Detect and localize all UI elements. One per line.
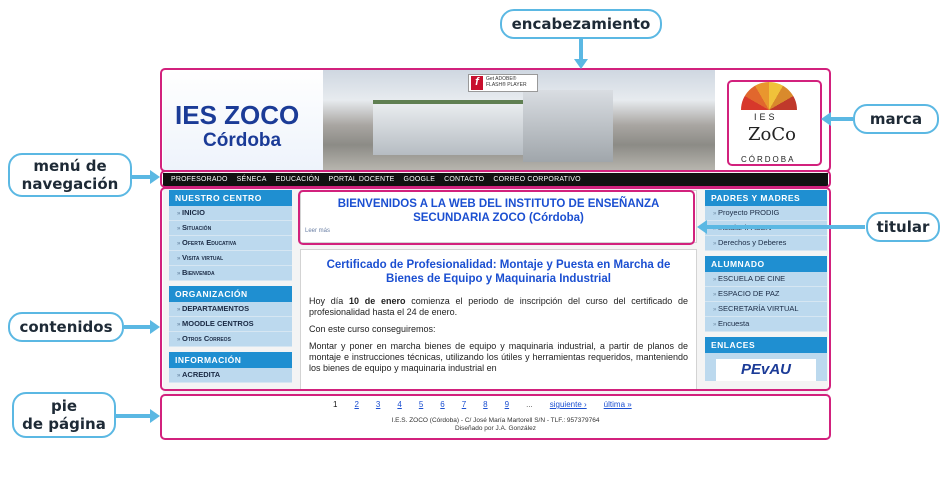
label-contenidos: contenidos bbox=[8, 312, 124, 342]
pevau-link[interactable]: PEvAU bbox=[716, 359, 816, 381]
headline-text: BIENVENIDOS A LA WEB DEL INSTITUTO DE ENSEÑANZA SECUNDARIA ZOCO (Córdoba) bbox=[337, 198, 660, 224]
nav-item-seneca[interactable]: SÉNECA bbox=[236, 176, 267, 183]
site-subtitle: Córdoba bbox=[203, 130, 282, 151]
page-link[interactable]: 6 bbox=[440, 400, 445, 409]
footer-highlight bbox=[160, 394, 831, 440]
page-link[interactable]: 7 bbox=[461, 400, 467, 409]
section-heading: INFORMACIÓN bbox=[169, 352, 292, 368]
sidebar-item-moodle-centros[interactable]: » MOODLE CENTROS bbox=[169, 317, 292, 332]
sidebar-item-escuela-de-cine[interactable]: » ESCUELA DE CINE bbox=[705, 272, 827, 287]
page-link[interactable]: última » bbox=[603, 400, 632, 409]
logo-ies-text: IES bbox=[754, 112, 778, 122]
sidebar-item-otros-correos[interactable]: » Otros Correos bbox=[169, 332, 292, 347]
arrow-encabezamiento bbox=[579, 39, 583, 61]
nav-highlight bbox=[160, 170, 831, 188]
logo-city-text: CÓRDOBA bbox=[741, 155, 796, 164]
page-link[interactable]: siguiente › bbox=[549, 400, 587, 409]
arrow-contenidos bbox=[124, 325, 152, 329]
label-pie-pagina: pie de página bbox=[12, 392, 116, 438]
page-link: 1 bbox=[333, 400, 338, 409]
page-link[interactable]: 4 bbox=[397, 400, 402, 409]
sidebar-item-inicio[interactable]: » INICIO bbox=[169, 206, 292, 221]
arrow-menu-navegacion bbox=[132, 175, 152, 179]
flash-player-banner[interactable]: f Get ADOBE® FLASH® PLAYER bbox=[468, 74, 538, 92]
label-menu-navegacion: menú de navegación bbox=[8, 153, 132, 197]
sidebar-item-acredita[interactable]: » ACREDITA bbox=[169, 368, 292, 383]
content-highlight bbox=[160, 187, 831, 391]
page-link[interactable]: 8 bbox=[483, 400, 488, 409]
sidebar-item-derechos-y-deberes[interactable]: » Derechos y Deberes bbox=[705, 236, 827, 251]
section-heading: ALUMNADO bbox=[705, 256, 827, 272]
sidebar-item-bienvenida[interactable]: » Bienvenida bbox=[169, 266, 292, 281]
footer-line-2: Diseñado por J.A. González bbox=[455, 425, 536, 432]
nav-item-contacto[interactable]: CONTACTO bbox=[444, 176, 485, 183]
sidebar-item-departamentos[interactable]: » DEPARTAMENTOS bbox=[169, 302, 292, 317]
section-heading: ORGANIZACIÓN bbox=[169, 286, 292, 302]
article-paragraph-3: Montar y poner en marcha bienes de equipo y maquinaria industrial, a partir de planos de montaje e instrucciones técnicas, utilizando los útiles y herramientas requeridos, manteniendo los bienes de equipo y maquinaria industrial en bbox=[309, 341, 688, 373]
sidebar-item-proyecto-prodig[interactable]: » Proyecto PRODIG bbox=[705, 206, 827, 221]
footer-line-1: I.E.S. ZOCO (Córdoba) - C/ José María Martorell S/N - TLF.: 957379764 bbox=[391, 417, 600, 424]
label-titular: titular bbox=[866, 212, 940, 242]
sidebar-item-visita-virtual[interactable]: » Visita virtual bbox=[169, 251, 292, 266]
label-marca: marca bbox=[853, 104, 939, 134]
article-title[interactable]: Certificado de Profesionalidad: Montaje y Puesta en Marcha de Bienes de Equipo y Maquinaria Industrial bbox=[326, 259, 671, 285]
nav-item-profesorado[interactable]: PROFESORADO bbox=[171, 176, 228, 183]
nav-item-correo-corporativo[interactable]: CORREO CORPORATIVO bbox=[493, 176, 581, 183]
read-more-link[interactable]: Leer más bbox=[305, 228, 331, 234]
sidebar-item-encuesta[interactable]: » Encuesta bbox=[705, 317, 827, 332]
article-paragraph-2: Con este curso conseguiremos: bbox=[309, 324, 436, 334]
nav-item-google[interactable]: GOOGLE bbox=[403, 176, 436, 183]
sidebar-item-oferta-educativa[interactable]: » Oferta Educativa bbox=[169, 236, 292, 251]
page-link[interactable]: 3 bbox=[375, 400, 381, 409]
site-title: IES ZOCO bbox=[175, 100, 300, 130]
page-link: ... bbox=[526, 400, 533, 409]
section-heading: ENLACES bbox=[705, 337, 827, 353]
arrow-titular bbox=[705, 225, 865, 229]
section-heading: NUESTRO CENTRO bbox=[169, 190, 292, 206]
sidebar-item-espacio-de-paz[interactable]: » ESPACIO DE PAZ bbox=[705, 287, 827, 302]
label-encabezamiento: encabezamiento bbox=[500, 9, 662, 39]
logo-zoco-text: ZoCo bbox=[748, 124, 796, 145]
brand-highlight bbox=[727, 80, 822, 166]
page-link[interactable]: 2 bbox=[354, 400, 359, 409]
page-link[interactable]: 5 bbox=[418, 400, 424, 409]
arrow-pie-pagina bbox=[116, 414, 152, 418]
arrow-marca bbox=[829, 117, 853, 121]
article-paragraph-1: Hoy día 10 de enero comienza el periodo de inscripción del curso del certificado de profesionalidad hasta el 24 de enero. bbox=[309, 296, 688, 317]
nav-item-educacion[interactable]: EDUCACIÓN bbox=[275, 176, 320, 183]
nav-item-portal-docente[interactable]: PORTAL DOCENTE bbox=[328, 176, 395, 183]
section-heading: PADRES Y MADRES bbox=[705, 190, 827, 206]
sidebar-item-situacion[interactable]: » Situación bbox=[169, 221, 292, 236]
sidebar-item-secretaria-virtual[interactable]: » SECRETARÍA VIRTUAL bbox=[705, 302, 827, 317]
page-link[interactable]: 9 bbox=[504, 400, 510, 409]
